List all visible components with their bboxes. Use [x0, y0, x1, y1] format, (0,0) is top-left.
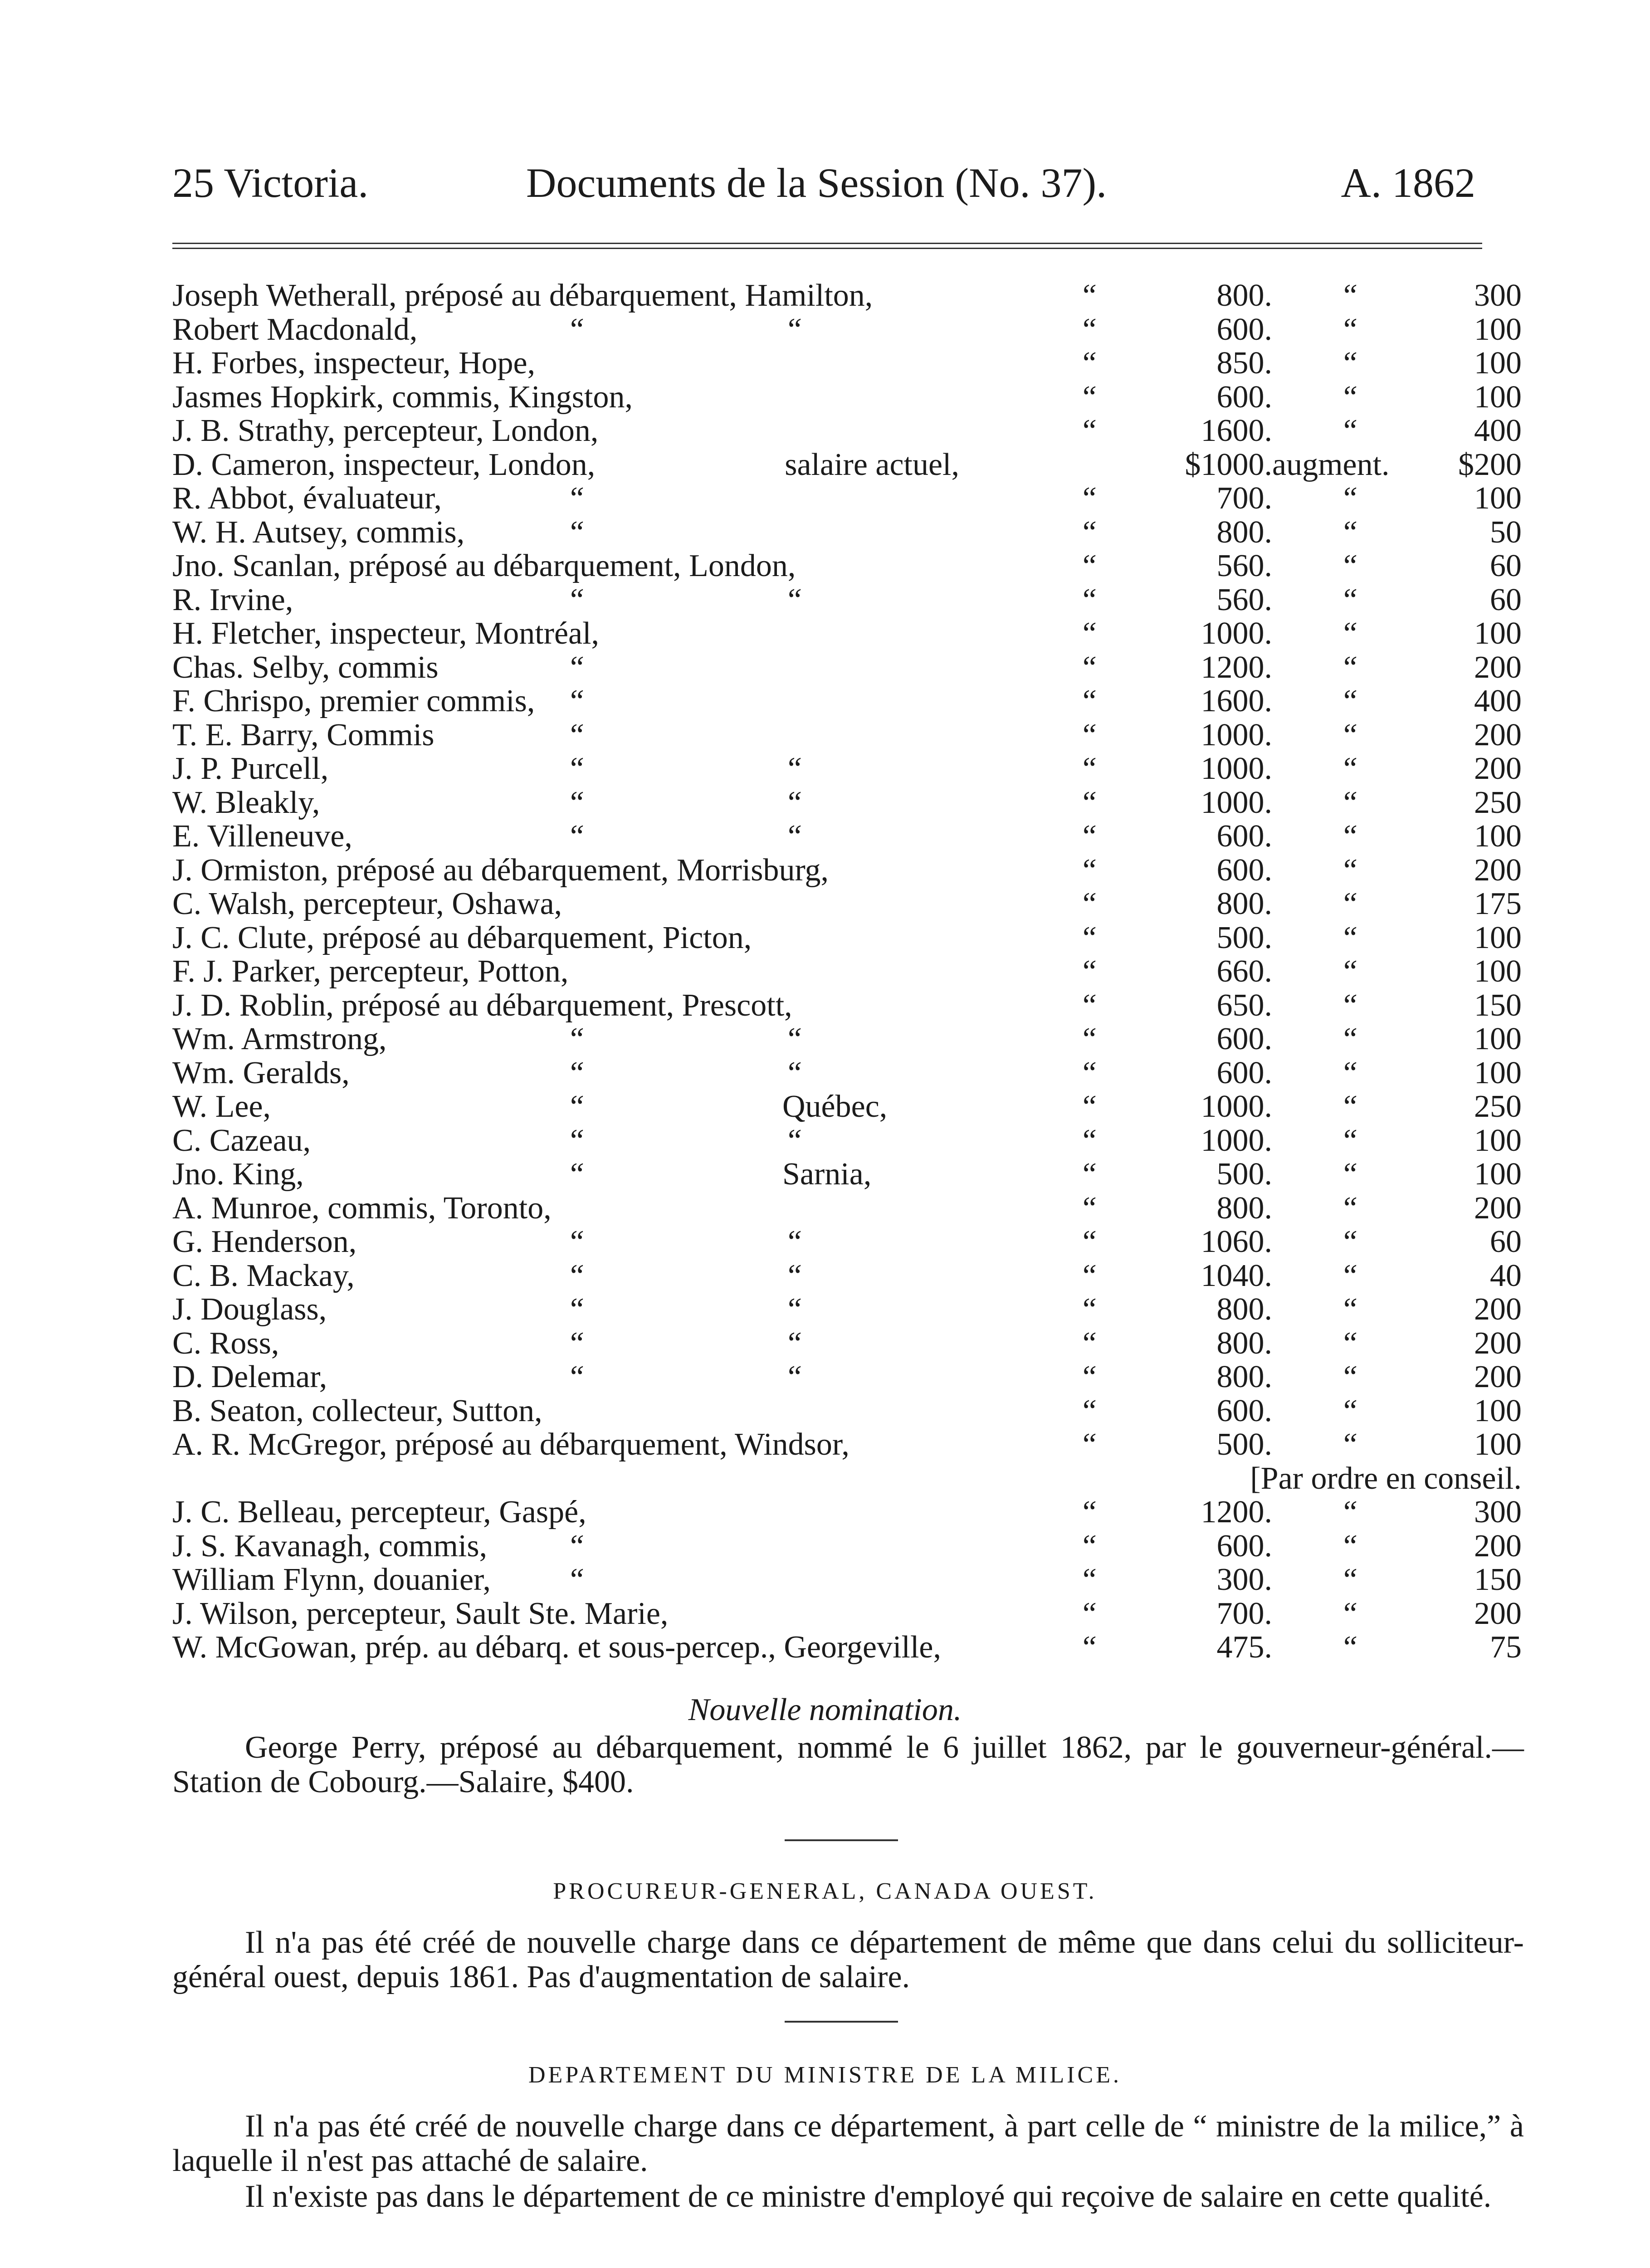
ditto-mark: “: [1340, 346, 1358, 381]
ditto-mark: “: [1340, 379, 1358, 415]
increase-value: 100: [1474, 481, 1522, 516]
ditto-mark: “: [567, 1359, 585, 1394]
ditto-mark: “: [1079, 346, 1097, 381]
ditto-mark: “: [1340, 1292, 1358, 1327]
increase-value: 100: [1474, 1157, 1522, 1192]
ditto-mark: “: [1340, 819, 1358, 854]
salary-value: 700.: [1216, 1596, 1272, 1631]
ditto-mark: “: [1079, 1157, 1097, 1192]
increase-value: 100: [1474, 616, 1522, 651]
table-row: [172, 347, 1522, 381]
salary-value: 500.: [1216, 1427, 1272, 1462]
increase-value: 100: [1474, 312, 1522, 347]
increase-value: 100: [1474, 1022, 1522, 1056]
salary-table: [172, 279, 1522, 1665]
ditto-mark: “: [1340, 717, 1358, 753]
employee-name: Jasmes Hopkirk, commis, Kingston,: [172, 379, 633, 415]
table-row: [172, 516, 1522, 550]
employee-name: Chas. Selby, commis: [172, 650, 439, 685]
increase-value: 100: [1474, 1427, 1522, 1462]
ditto-mark: “: [1340, 514, 1358, 550]
ditto-mark: “: [1079, 684, 1097, 719]
increase-value: 200: [1474, 1292, 1522, 1327]
increase-value: 150: [1474, 987, 1522, 1023]
ditto-mark: “: [567, 717, 585, 753]
employee-name: J. Wilson, percepteur, Sault Ste. Marie,: [172, 1596, 669, 1631]
employee-name: C. Walsh, percepteur, Oshawa,: [172, 886, 562, 921]
ditto-mark: “: [1340, 1224, 1358, 1259]
employee-name: W. Lee,: [172, 1089, 271, 1124]
ditto-mark: “: [785, 1325, 802, 1361]
ditto-mark: “: [1340, 1190, 1358, 1226]
employee-name: J. P. Purcell,: [172, 751, 329, 786]
milice-heading: DEPARTEMENT DU MINISTRE DE LA MILICE.: [528, 2062, 1122, 2088]
employee-name: A. R. McGregor, préposé au débarquement, Windsor,: [172, 1427, 849, 1462]
place-name: Québec,: [782, 1089, 888, 1124]
salary-value: 600.: [1216, 819, 1272, 854]
ditto-mark: “: [1340, 1325, 1358, 1361]
table-row: [172, 684, 1522, 719]
employee-name: C. B. Mackay,: [172, 1258, 355, 1293]
salary-value: 1000.: [1201, 717, 1272, 753]
ditto-mark: “: [1340, 1359, 1358, 1394]
salary-value: 1200.: [1201, 650, 1272, 685]
increase-value: 200: [1474, 650, 1522, 685]
ditto-mark: “: [1340, 852, 1358, 888]
increase-value: 60: [1490, 582, 1522, 617]
increase-value: 100: [1474, 1123, 1522, 1158]
document-title: Documents de la Session (No. 37).: [526, 160, 1107, 206]
ditto-mark: “: [567, 1157, 585, 1192]
page-year: A. 1862: [1341, 160, 1475, 206]
table-row: [172, 1022, 1522, 1056]
ditto-mark: “: [1079, 785, 1097, 820]
increase-value: 100: [1474, 1393, 1522, 1428]
ditto-mark: “: [1079, 481, 1097, 516]
table-row: [172, 1090, 1522, 1124]
employee-name: R. Irvine,: [172, 582, 293, 617]
salary-value: 800.: [1216, 514, 1272, 550]
ditto-mark: “: [1340, 1495, 1358, 1530]
ditto-mark: “: [1079, 312, 1097, 347]
table-row: [172, 482, 1522, 516]
table-row: [172, 1225, 1522, 1259]
increase-value: 100: [1474, 346, 1522, 381]
ditto-mark: “: [785, 312, 802, 347]
ditto-mark: “: [567, 1022, 585, 1056]
ditto-mark: “: [1079, 1325, 1097, 1361]
table-row: [172, 1259, 1522, 1293]
ditto-mark: “: [1340, 413, 1358, 448]
employee-name: G. Henderson,: [172, 1224, 357, 1259]
ditto-mark: “: [1079, 582, 1097, 617]
table-row: [172, 1496, 1522, 1530]
table-row: [172, 921, 1522, 955]
salary-value: 500.: [1216, 1157, 1272, 1192]
employee-name: B. Seaton, collecteur, Sutton,: [172, 1393, 542, 1428]
ditto-mark: “: [1340, 1427, 1358, 1462]
table-row: [172, 414, 1522, 448]
salary-value: 560.: [1216, 582, 1272, 617]
ditto-mark: “: [1079, 751, 1097, 786]
ditto-mark: “: [785, 819, 802, 854]
table-row: [172, 1327, 1522, 1361]
ditto-mark: “: [785, 1258, 802, 1293]
ditto-mark: “: [785, 1055, 802, 1090]
salary-value: 850.: [1216, 346, 1272, 381]
procureur-text: Il n'a pas été créé de nouvelle charge dans ce département de même que dans celui du solliciteur-général ouest, depuis 1861. Pas d'augmentation de salaire.: [172, 1925, 1524, 1994]
employee-name: J. C. Clute, préposé au débarquement, Picton,: [172, 920, 752, 955]
employee-name: F. J. Parker, percepteur, Potton,: [172, 954, 569, 989]
table-row: [172, 583, 1522, 617]
ditto-mark: “: [1079, 278, 1097, 313]
table-row: [172, 313, 1522, 347]
ditto-mark: “: [1079, 413, 1097, 448]
ditto-mark: “: [1079, 1224, 1097, 1259]
employee-name: D. Cameron, inspecteur, London,: [172, 447, 596, 482]
ditto-mark: “: [785, 785, 802, 820]
ditto-mark: “: [1340, 1630, 1358, 1665]
ditto-mark: “: [1079, 1022, 1097, 1056]
ditto-mark: “: [1079, 1190, 1097, 1226]
table-row: [172, 1530, 1522, 1564]
employee-name: H. Fletcher, inspecteur, Montréal,: [172, 616, 600, 651]
ditto-mark: “: [567, 1089, 585, 1124]
table-row: [172, 1124, 1522, 1158]
ditto-mark: “: [1079, 819, 1097, 854]
ditto-mark: “: [1079, 1495, 1097, 1530]
ditto-mark: “: [1340, 1562, 1358, 1597]
ditto-mark: “: [567, 819, 585, 854]
ditto-mark: “: [785, 1022, 802, 1056]
increase-value: 200: [1474, 717, 1522, 753]
salary-value: 650.: [1216, 987, 1272, 1023]
increase-value: 100: [1474, 819, 1522, 854]
salary-value: 1000.: [1201, 751, 1272, 786]
employee-name: William Flynn, douanier,: [172, 1562, 491, 1597]
ditto-mark: “: [1079, 1562, 1097, 1597]
table-row: [172, 1462, 1522, 1496]
increase-value: 100: [1474, 920, 1522, 955]
ditto-mark: “: [785, 582, 802, 617]
employee-name: F. Chrispo, premier commis,: [172, 684, 535, 719]
ditto-mark: “: [1340, 1022, 1358, 1056]
employee-name: R. Abbot, évaluateur,: [172, 481, 442, 516]
employee-name: J. Douglass,: [172, 1292, 327, 1327]
salary-value: 600.: [1216, 1022, 1272, 1056]
ditto-mark: “: [1079, 1292, 1097, 1327]
ditto-mark: “: [567, 1258, 585, 1293]
section-divider: [785, 1839, 898, 1841]
table-row: [172, 1394, 1522, 1428]
ditto-mark: “: [1079, 1258, 1097, 1293]
employee-name: E. Villeneuve,: [172, 819, 352, 854]
table-row: [172, 887, 1522, 921]
ditto-mark: “: [1340, 886, 1358, 921]
ditto-mark: “: [785, 1292, 802, 1327]
employee-name: W. McGowan, prép. au débarq. et sous-percep., Georgeville,: [172, 1630, 942, 1665]
ditto-mark: “: [1079, 1630, 1097, 1665]
ditto-mark: “: [1079, 920, 1097, 955]
ditto-mark: “: [1340, 954, 1358, 989]
increase-value: 250: [1474, 1089, 1522, 1124]
ditto-mark: “: [1340, 1258, 1358, 1293]
salary-value: 700.: [1216, 481, 1272, 516]
increase-value: 300: [1474, 278, 1522, 313]
employee-name: Wm. Geralds,: [172, 1055, 350, 1090]
ditto-mark: “: [567, 1123, 585, 1158]
ditto-mark: “: [567, 684, 585, 719]
ditto-mark: “: [567, 1325, 585, 1361]
salary-value: 475.: [1216, 1630, 1272, 1665]
ditto-mark: “: [567, 650, 585, 685]
ditto-mark: “: [567, 785, 585, 820]
increase-value: 60: [1490, 548, 1522, 583]
page-header: [172, 159, 1475, 204]
employee-name: J. Ormiston, préposé au débarquement, Morrisburg,: [172, 852, 829, 888]
salary-value: 1600.: [1201, 684, 1272, 719]
ditto-mark: “: [567, 1562, 585, 1597]
increase-value: 75: [1490, 1630, 1522, 1665]
ditto-mark: “: [1340, 1055, 1358, 1090]
ditto-mark: “: [785, 1359, 802, 1394]
employee-name: D. Delemar,: [172, 1359, 327, 1394]
ditto-mark: “: [567, 1055, 585, 1090]
salary-value: 1000.: [1201, 785, 1272, 820]
salary-value: 1060.: [1201, 1224, 1272, 1259]
table-row: [172, 448, 1522, 482]
employee-name: Robert Macdonald,: [172, 312, 418, 347]
employee-name: J. B. Strathy, percepteur, London,: [172, 413, 599, 448]
salary-value: 1000.: [1201, 616, 1272, 651]
employee-name: Jno. King,: [172, 1157, 304, 1192]
table-row: [172, 719, 1522, 753]
table-row: [172, 989, 1522, 1023]
ditto-mark: “: [567, 1528, 585, 1564]
table-row: [172, 1597, 1522, 1631]
table-row: [172, 1293, 1522, 1327]
salary-value: 800.: [1216, 886, 1272, 921]
employee-name: Joseph Wetherall, préposé au débarquement, Hamilton,: [172, 278, 873, 313]
ditto-mark: “: [1340, 1123, 1358, 1158]
employee-name: J. C. Belleau, percepteur, Gaspé,: [172, 1495, 586, 1530]
increase-value: 300: [1474, 1495, 1522, 1530]
employee-name: T. E. Barry, Commis: [172, 717, 434, 753]
ditto-mark: “: [1079, 852, 1097, 888]
milice-text-2: Il n'existe pas dans le département de ce ministre d'employé qui reçoive de salaire en cette qualité.: [245, 2179, 1492, 2214]
table-row: [172, 1563, 1522, 1597]
ditto-mark: “: [567, 582, 585, 617]
salary-value: 1040.: [1201, 1258, 1272, 1293]
table-row: [172, 752, 1522, 786]
ditto-mark: “: [1079, 548, 1097, 583]
header-double-rule: [172, 243, 1482, 249]
increase-context: augment.: [1272, 447, 1390, 482]
increase-value: 200: [1474, 1190, 1522, 1226]
employee-name: W. Bleakly,: [172, 785, 320, 820]
salary-value: 600.: [1216, 379, 1272, 415]
ditto-mark: “: [1340, 684, 1358, 719]
table-row: [172, 1428, 1522, 1462]
salary-value: 800.: [1216, 1292, 1272, 1327]
table-row: [172, 1360, 1522, 1394]
salary-value: 1000.: [1201, 1089, 1272, 1124]
increase-value: $200: [1458, 447, 1522, 482]
increase-value: 250: [1474, 785, 1522, 820]
increase-value: 400: [1474, 413, 1522, 448]
salary-value: 1600.: [1201, 413, 1272, 448]
salary-value: 800.: [1216, 278, 1272, 313]
employee-name: H. Forbes, inspecteur, Hope,: [172, 346, 536, 381]
increase-value: 150: [1474, 1562, 1522, 1597]
ditto-mark: “: [785, 1123, 802, 1158]
ditto-mark: “: [567, 751, 585, 786]
ditto-mark: “: [567, 1292, 585, 1327]
ditto-mark: “: [785, 1224, 802, 1259]
ditto-mark: “: [1340, 1596, 1358, 1631]
table-row: [172, 279, 1522, 313]
table-row: [172, 617, 1522, 651]
increase-value: 175: [1474, 886, 1522, 921]
ditto-mark: “: [1340, 1089, 1358, 1124]
increase-value: 200: [1474, 852, 1522, 888]
milice-text-1: Il n'a pas été créé de nouvelle charge dans ce département, à part celle de “ ministre de la milice,” à laquelle il n'est pas attaché de salaire.: [172, 2109, 1524, 2178]
ditto-mark: “: [567, 312, 585, 347]
employee-name: J. D. Roblin, préposé au débarquement, Prescott,: [172, 987, 792, 1023]
ditto-mark: “: [1079, 954, 1097, 989]
increase-value: 200: [1474, 1596, 1522, 1631]
ditto-mark: “: [1340, 1528, 1358, 1564]
ditto-mark: “: [567, 514, 585, 550]
increase-value: 200: [1474, 1325, 1522, 1361]
ditto-mark: “: [1079, 514, 1097, 550]
salary-value: 660.: [1216, 954, 1272, 989]
salary-value: 1200.: [1201, 1495, 1272, 1530]
ditto-mark: “: [1340, 1157, 1358, 1192]
employee-name: Jno. Scanlan, préposé au débarquement, London,: [172, 548, 796, 583]
salary-value: 560.: [1216, 548, 1272, 583]
employee-name: W. H. Autsey, commis,: [172, 514, 465, 550]
salary-value: 1000.: [1201, 1123, 1272, 1158]
employee-name: A. Munroe, commis, Toronto,: [172, 1190, 552, 1226]
increase-value: 200: [1474, 751, 1522, 786]
table-row: [172, 651, 1522, 685]
table-row: [172, 549, 1522, 583]
ditto-mark: “: [1079, 616, 1097, 651]
ditto-mark: “: [1340, 582, 1358, 617]
ditto-mark: “: [1340, 751, 1358, 786]
ditto-mark: “: [567, 481, 585, 516]
table-row: [172, 1631, 1522, 1665]
ditto-mark: “: [1079, 717, 1097, 753]
table-row: [172, 820, 1522, 854]
table-row: [172, 854, 1522, 888]
ditto-mark: “: [1079, 1427, 1097, 1462]
ditto-mark: “: [1079, 1393, 1097, 1428]
ditto-mark: “: [1340, 481, 1358, 516]
nouvelle-nomination-heading: Nouvelle nomination.: [688, 1692, 962, 1727]
salary-value: 800.: [1216, 1359, 1272, 1394]
salary-value: 600.: [1216, 1055, 1272, 1090]
table-row: [172, 955, 1522, 989]
order-note: [Par ordre en conseil.: [1250, 1461, 1522, 1496]
ditto-mark: “: [1340, 312, 1358, 347]
employee-name: C. Ross,: [172, 1325, 279, 1361]
table-row: [172, 1056, 1522, 1090]
ditto-mark: “: [1340, 785, 1358, 820]
ditto-mark: “: [1340, 650, 1358, 685]
table-row: [172, 381, 1522, 415]
increase-value: 200: [1474, 1359, 1522, 1394]
increase-value: 60: [1490, 1224, 1522, 1259]
ditto-mark: “: [1079, 886, 1097, 921]
ditto-mark: “: [1340, 548, 1358, 583]
increase-value: 100: [1474, 379, 1522, 415]
ditto-mark: “: [1340, 987, 1358, 1023]
employee-name: J. S. Kavanagh, commis,: [172, 1528, 488, 1564]
section-divider: [785, 2021, 898, 2023]
ditto-mark: “: [1079, 1123, 1097, 1158]
ditto-mark: “: [785, 751, 802, 786]
salary-value: 800.: [1216, 1190, 1272, 1226]
ditto-mark: “: [1079, 1596, 1097, 1631]
place-name: Sarnia,: [782, 1157, 872, 1192]
procureur-heading: PROCUREUR-GENERAL, CANADA OUEST.: [553, 1878, 1097, 1904]
increase-value: 400: [1474, 684, 1522, 719]
table-row: [172, 786, 1522, 820]
ditto-mark: “: [1340, 1393, 1358, 1428]
salary-value: 300.: [1216, 1562, 1272, 1597]
salary-value: 600.: [1216, 1528, 1272, 1564]
ditto-mark: “: [1079, 379, 1097, 415]
increase-value: 50: [1490, 514, 1522, 550]
ditto-mark: “: [1079, 1359, 1097, 1394]
salary-value: 600.: [1216, 1393, 1272, 1428]
increase-value: 100: [1474, 1055, 1522, 1090]
session-year: 25 Victoria.: [172, 160, 369, 206]
employee-name: C. Cazeau,: [172, 1123, 311, 1158]
ditto-mark: “: [1079, 650, 1097, 685]
salary-context: salaire actuel,: [785, 447, 959, 482]
salary-value: 600.: [1216, 852, 1272, 888]
ditto-mark: “: [1340, 278, 1358, 313]
table-row: [172, 1158, 1522, 1192]
nouvelle-nomination-text: George Perry, préposé au débarquement, nommé le 6 juillet 1862, par le gouverneur-général.—Station de Cobourg.—Salaire, $400.: [172, 1730, 1524, 1799]
salary-value: $1000.: [1185, 447, 1272, 482]
salary-value: 600.: [1216, 312, 1272, 347]
ditto-mark: “: [1079, 1089, 1097, 1124]
ditto-mark: “: [567, 1224, 585, 1259]
ditto-mark: “: [1340, 616, 1358, 651]
table-row: [172, 1192, 1522, 1226]
ditto-mark: “: [1079, 987, 1097, 1023]
ditto-mark: “: [1079, 1528, 1097, 1564]
employee-name: Wm. Armstrong,: [172, 1022, 387, 1056]
increase-value: 40: [1490, 1258, 1522, 1293]
increase-value: 100: [1474, 954, 1522, 989]
salary-value: 500.: [1216, 920, 1272, 955]
ditto-mark: “: [1340, 920, 1358, 955]
salary-value: 800.: [1216, 1325, 1272, 1361]
increase-value: 200: [1474, 1528, 1522, 1564]
ditto-mark: “: [1079, 1055, 1097, 1090]
